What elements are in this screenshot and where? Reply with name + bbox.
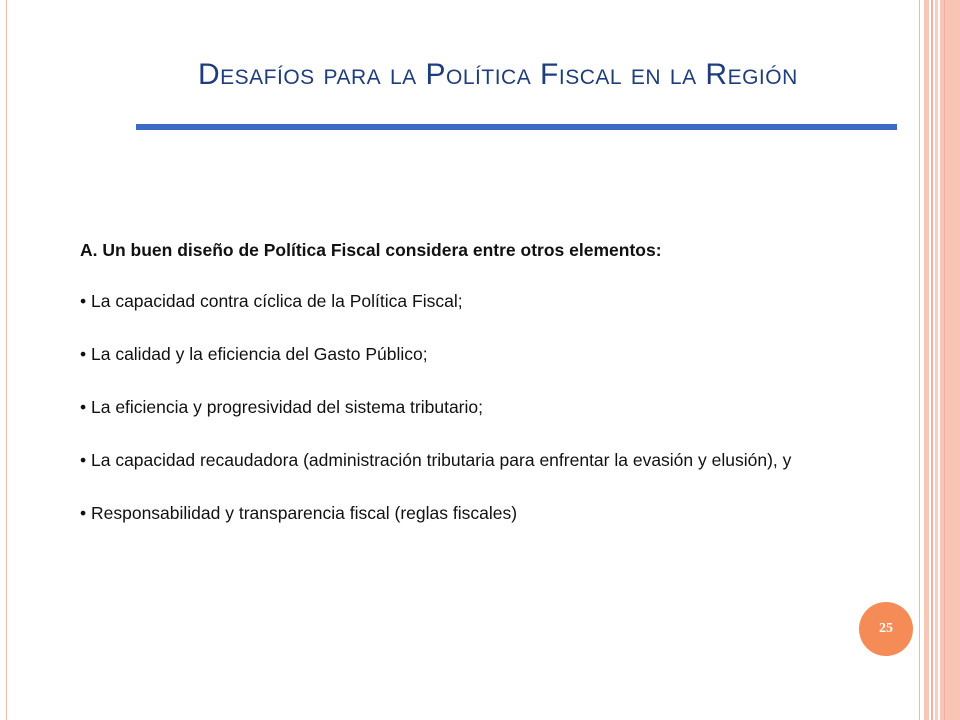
right-decorative-stripe — [944, 0, 945, 720]
right-decorative-stripe — [940, 0, 960, 720]
body-heading: A. Un buen diseño de Política Fiscal considera entre otros elementos: — [80, 240, 662, 260]
left-decorative-stripe — [6, 0, 7, 720]
right-decorative-stripe — [931, 0, 933, 720]
title-underline-rule — [136, 124, 897, 130]
slide-body — [80, 240, 860, 524]
page-number-badge: 25 — [859, 602, 913, 656]
bullet-item: • La calidad y la eficiencia del Gasto Público; — [80, 344, 428, 364]
bullet-item: • La eficiencia y progresividad del sistema tributario; — [80, 397, 483, 417]
right-decorative-stripe — [924, 0, 929, 720]
bullet-item: • Responsabilidad y transparencia fiscal (reglas fiscales) — [80, 503, 518, 523]
right-decorative-stripe — [919, 0, 920, 720]
bullet-item: • La capacidad contra cíclica de la Política Fiscal; — [80, 291, 463, 311]
slide-title: Desafíos para la Política Fiscal en la Región — [198, 58, 798, 91]
right-decorative-stripe — [935, 0, 938, 720]
bullet-item: • La capacidad recaudadora (administración tributaria para enfrentar la evasión y elusión), y — [80, 450, 792, 470]
